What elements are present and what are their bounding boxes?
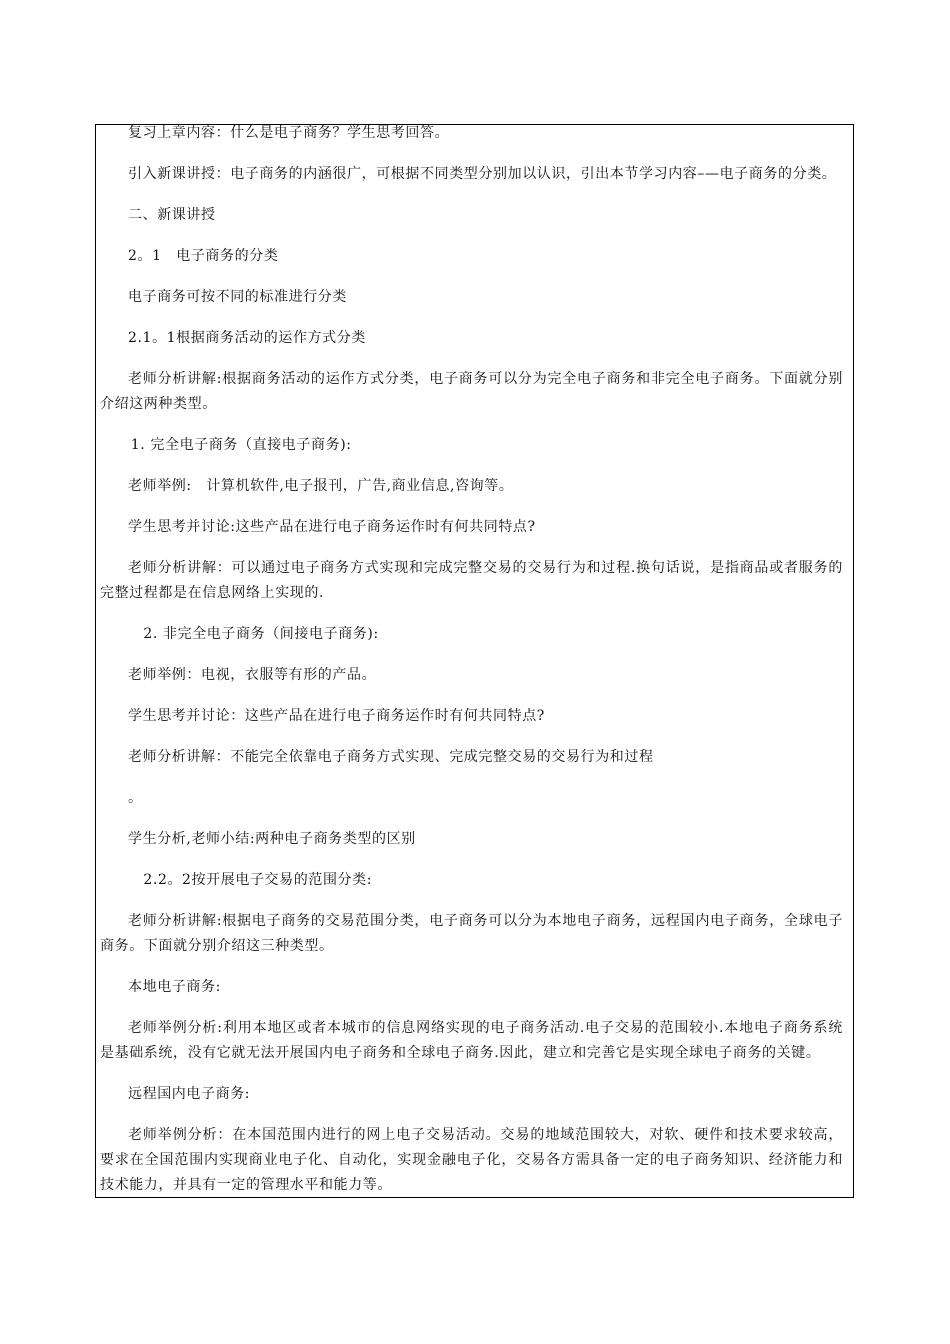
heading-2-2-2: 2.2。2按开展电子交易的范围分类: xyxy=(143,872,373,888)
paragraph-teacher-analysis-3: 老师分析讲解：不能完全依靠电子商务方式实现、完成完整交易的交易行为和过程 xyxy=(128,749,654,765)
section-heading-new-lesson: 二、新课讲授 xyxy=(128,207,216,223)
paragraph-teacher-analysis-4: 老师分析讲解:根据电子商务的交易范围分类，电子商务可以分为本地电子商务，远程国内电子商务，全球电子商务。下面就分别介绍这三种类型。 xyxy=(100,913,843,954)
paragraph-teacher-example-2: 老师举例：电视，衣服等有形的产品。 xyxy=(128,667,377,683)
list-item-incomplete-ec: 2. 非完全电子商务（间接电子商务): xyxy=(143,626,379,642)
paragraph-student-summary: 学生分析,老师小结:两种电子商务类型的区别 xyxy=(128,831,416,847)
subheading-remote-ec: 远程国内电子商务: xyxy=(128,1086,251,1102)
paragraph-intro: 引入新课讲授：电子商务的内涵很广，可根据不同类型分别加以认识，引出本节学习内容–—电子商务的分类。 xyxy=(128,166,837,182)
paragraph-period: 。 xyxy=(128,790,143,806)
document-table-cell xyxy=(95,124,854,1198)
paragraph-teacher-example-1: 老师举例: 计算机软件,电子报刊，广告,商业信息,咨询等。 xyxy=(128,478,514,494)
heading-2-1-1: 2.1。1根据商务活动的运作方式分类 xyxy=(128,330,366,346)
paragraph-teacher-example-4: 老师举例分析：在本国范围内进行的网上电子交易活动。交易的地域范围较大，对软、硬件和技术要求较高，要求在全国范围内实现商业电子化、自动化，实现金融电子化，交易各方需具备一定的电子商务知识、经济能力和技术能力，并具有一定的管理水平和能力等。 xyxy=(100,1127,843,1193)
subheading-local-ec: 本地电子商务: xyxy=(128,979,221,995)
paragraph-classify-standard: 电子商务可按不同的标准进行分类 xyxy=(128,289,347,305)
document-content xyxy=(100,124,843,1198)
paragraph-teacher-analysis-2: 老师分析讲解：可以通过电子商务方式实现和完成完整交易的交易行为和过程.换句话说，是指商品或者服务的完整过程都是在信息网络上实现的. xyxy=(100,560,843,601)
heading-2-1: 2。1 电子商务的分类 xyxy=(128,248,279,264)
paragraph-teacher-analysis-1: 老师分析讲解:根据商务活动的运作方式分类，电子商务可以分为完全电子商务和非完全电子商务。下面就分别介绍这两种类型。 xyxy=(100,371,843,412)
paragraph-review: 复习上章内容：什么是电子商务？学生思考回答。 xyxy=(128,125,450,141)
paragraph-teacher-example-3: 老师举例分析:利用本地区或者本城市的信息网络实现的电子商务活动.电子交易的范围较小.本地电子商务系统是基础系统，没有它就无法开展国内电子商务和全球电子商务.因此，建立和完善它是实现全球电子商务的关键。 xyxy=(100,1020,843,1061)
paragraph-student-discuss-1: 学生思考并讨论:这些产品在进行电子商务运作时有何共同特点? xyxy=(128,519,536,535)
paragraph-student-discuss-2: 学生思考并讨论：这些产品在进行电子商务运作时有何共同特点? xyxy=(128,708,545,724)
list-item-complete-ec: 1. 完全电子商务（直接电子商务): xyxy=(130,437,352,453)
